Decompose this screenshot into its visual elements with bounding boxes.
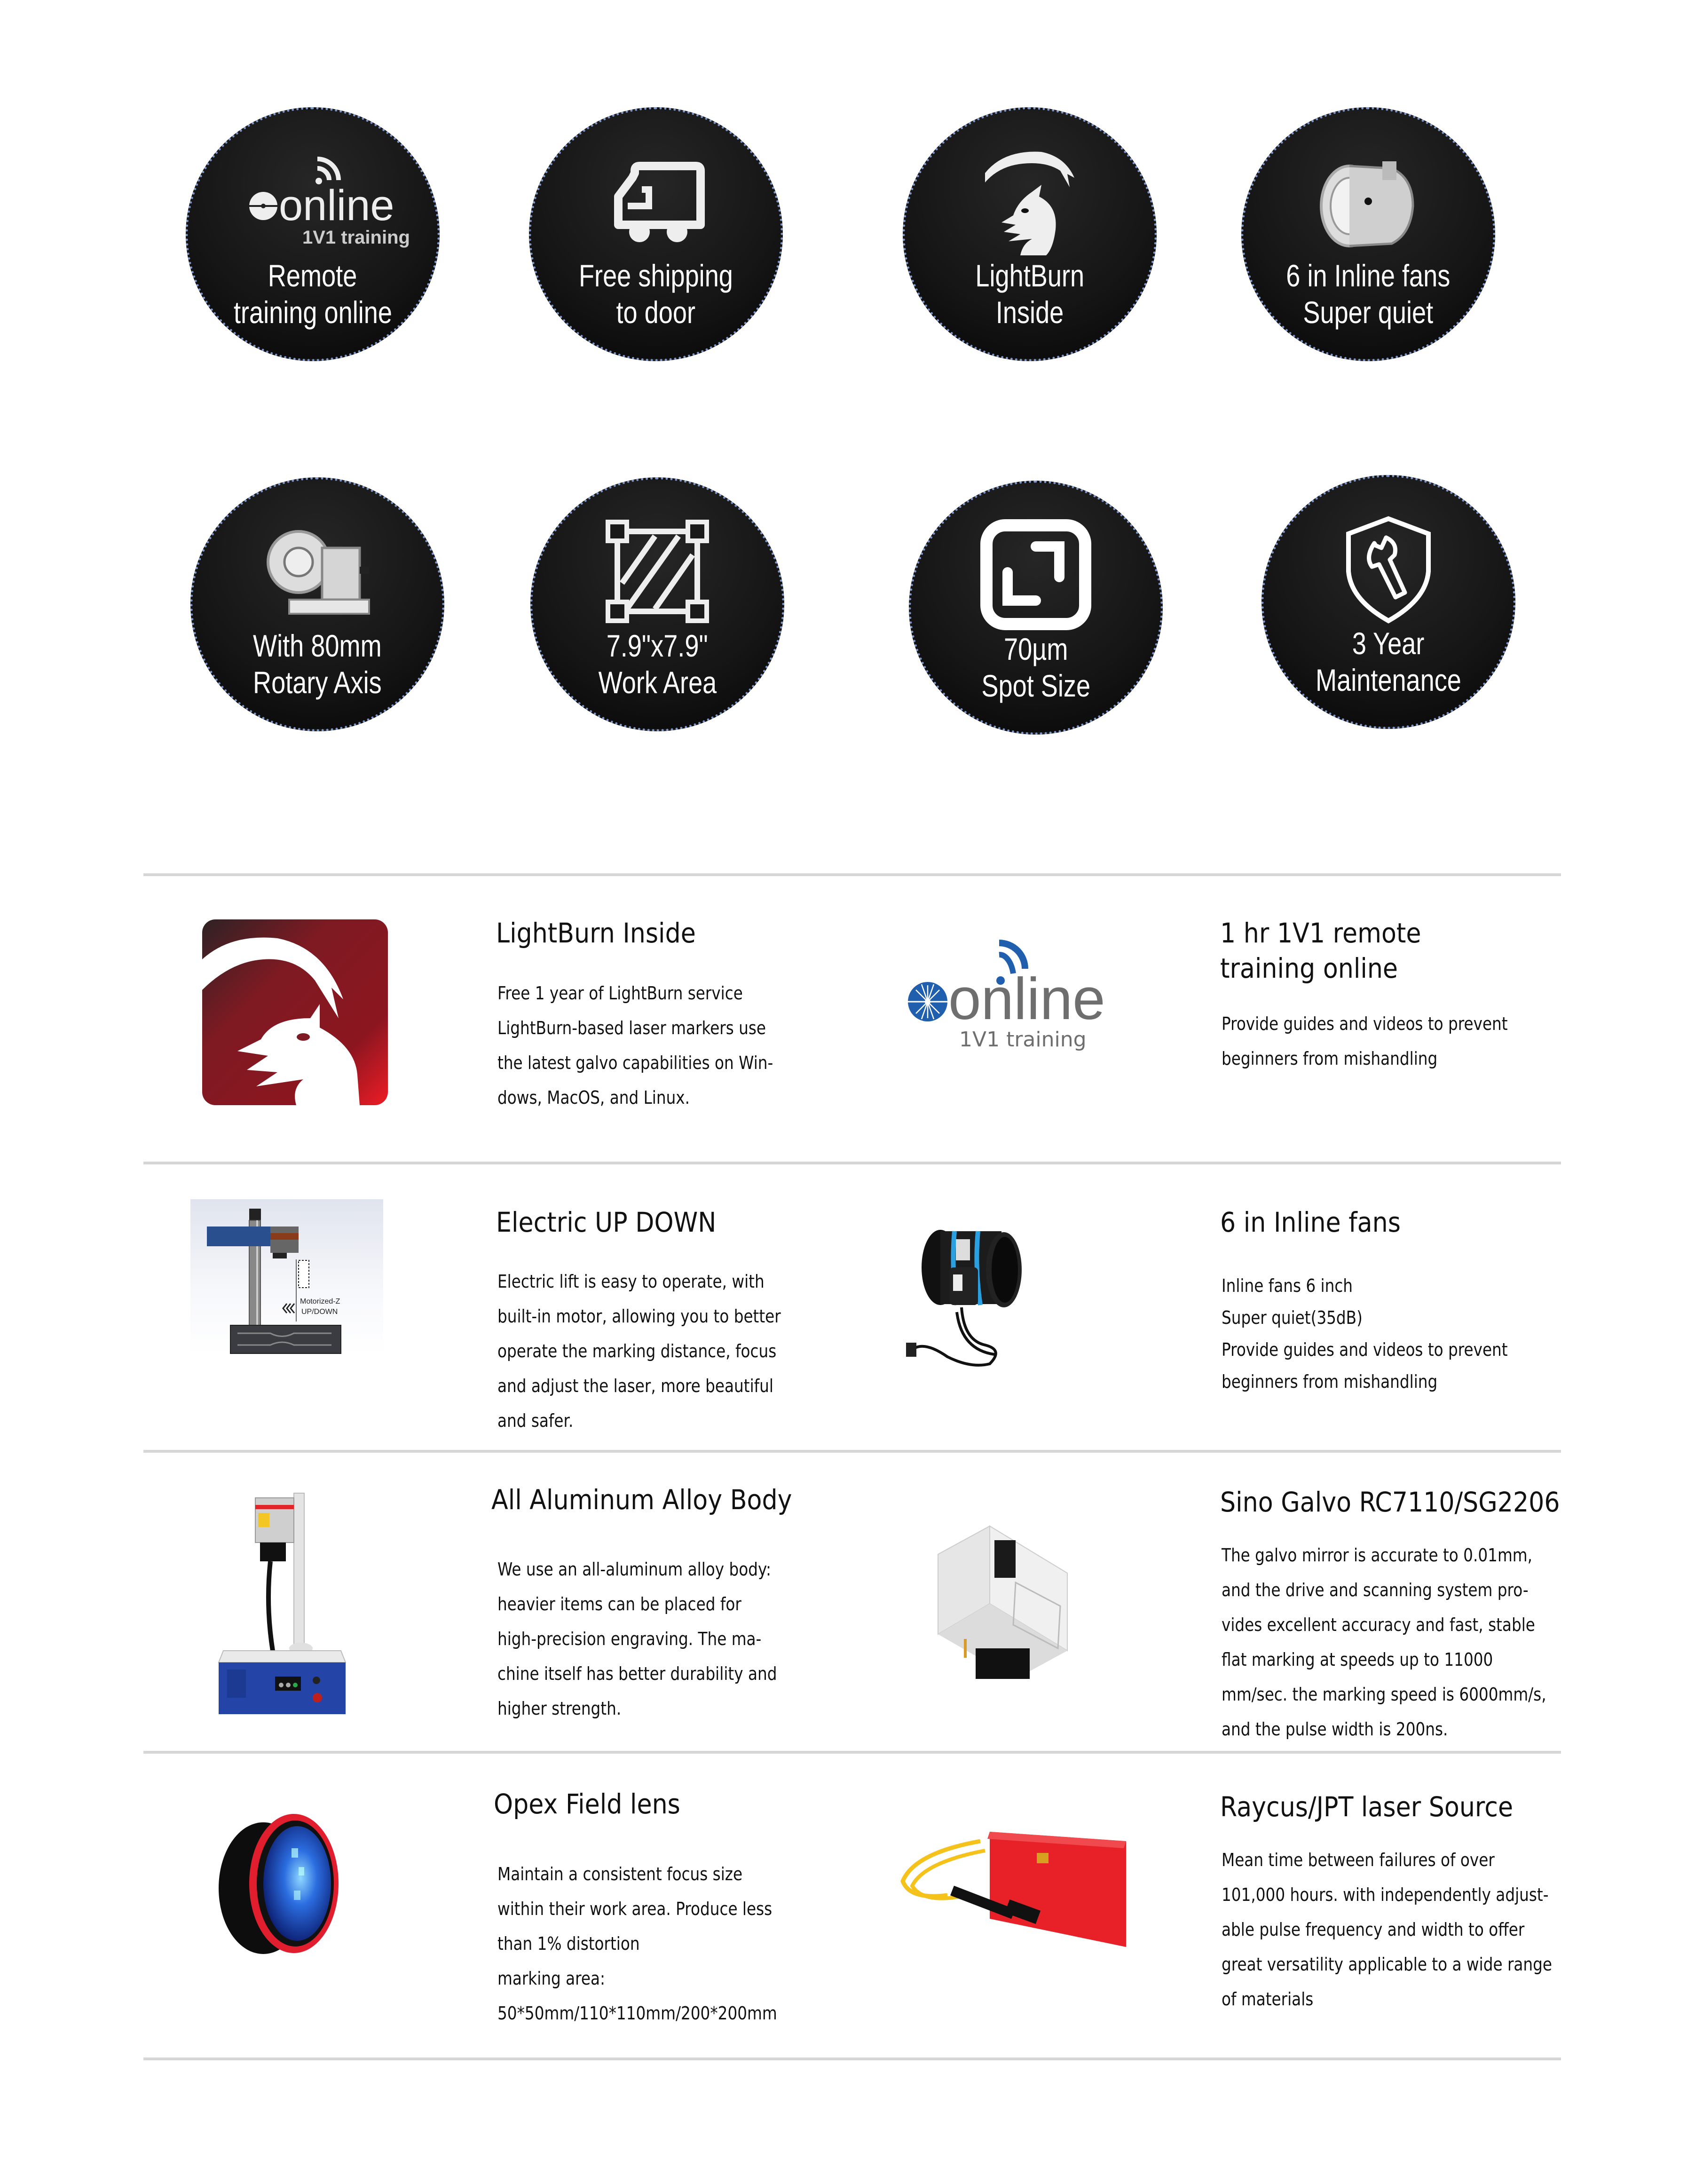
badge-work-area [530, 477, 784, 731]
aluminum-body-machine-image [205, 1488, 355, 1719]
delivery-truck-icon [599, 147, 712, 255]
spot-size-icon [979, 521, 1092, 629]
feature-line: than 1% distortion [497, 1933, 640, 1954]
badge-caption-line2: Rotary Axis [253, 665, 382, 700]
electric-updown-image [190, 1199, 383, 1354]
feature-line: of materials [1222, 1989, 1314, 2010]
online-logo-subtitle: 1V1 training [302, 227, 410, 248]
lightburn-dragon-icon [973, 147, 1086, 255]
feature-title-lens: Opex Field lens [494, 1788, 680, 1820]
badge-free-shipping [529, 107, 783, 361]
lightburn-logo-image [202, 919, 388, 1105]
rotary-axis-icon [261, 517, 374, 625]
feature-title-lightburn: LightBurn Inside [496, 917, 696, 949]
chevrons-left-icon [283, 1304, 294, 1313]
divider [143, 1450, 1561, 1453]
shield-wrench-icon [1332, 515, 1445, 623]
motorized-z-label: Motorized-Z [300, 1298, 340, 1306]
badge-caption-line1: 6 in Inline fans [1286, 258, 1451, 293]
badge-caption-line2: Spot Size [981, 668, 1090, 703]
feature-body-lens [497, 1857, 777, 2031]
badge-caption-line2: training online [233, 295, 392, 330]
feature-line: We use an all-aluminum alloy body: [497, 1559, 771, 1580]
online-logo-subtitle: 1V1 training [959, 1028, 1087, 1052]
badge-spot-size [909, 481, 1163, 735]
feature-line: Provide guides and videos to prevent [1222, 1013, 1508, 1034]
feature-body-galvo [1222, 1538, 1546, 1747]
feature-title-training-line2: training online [1220, 952, 1398, 984]
badge-caption-line1: 7.9"x7.9" [607, 628, 708, 663]
feature-line: Maintain a consistent focus size [497, 1864, 743, 1884]
feature-title-source: Raycus/JPT laser Source [1220, 1791, 1514, 1823]
feature-body-updown [497, 1264, 781, 1438]
online-logo-icon [256, 147, 410, 255]
badge-caption-line1: LightBurn [975, 258, 1084, 293]
divider [143, 2057, 1561, 2060]
feature-line: and safer. [497, 1410, 574, 1431]
inline-fan-icon [1312, 147, 1425, 255]
badge-caption-line2: Maintenance [1316, 663, 1461, 697]
badge-rotary-axis [190, 477, 444, 731]
feature-line: The galvo mirror is accurate to 0.01mm, [1222, 1545, 1533, 1566]
feature-line: 50*50mm/110*110mm/200*200mm [497, 2003, 777, 2024]
badge-caption-line1: With 80mm [253, 628, 382, 663]
feature-line: and the pulse width is 200ns. [1222, 1719, 1448, 1740]
feature-title-galvo: Sino Galvo RC7110/SG2206 [1220, 1486, 1560, 1518]
feature-line: Mean time between failures of over [1222, 1850, 1495, 1870]
online-logo-word: online [948, 966, 1105, 1032]
inline-fan-image [896, 1223, 1084, 1373]
feature-line: mm/sec. the marking speed is 6000mm/s, [1222, 1684, 1546, 1705]
divider [143, 873, 1561, 876]
feature-line: and adjust the laser, more beautiful [497, 1376, 773, 1396]
laser-source-image [896, 1825, 1140, 1947]
feature-line: beginners from mishandling [1222, 1371, 1438, 1392]
badge-maintenance [1261, 475, 1515, 729]
feature-line: Inline fans 6 inch [1222, 1275, 1353, 1296]
feature-body-aluminum [497, 1552, 777, 1726]
feature-body-training [1222, 1006, 1508, 1076]
feature-body-fans [1222, 1270, 1508, 1398]
feature-line: vides excellent accuracy and fast, stable [1222, 1614, 1535, 1635]
feature-body-lightburn [497, 976, 773, 1115]
feature-line: Provide guides and videos to prevent [1222, 1339, 1508, 1360]
feature-line: chine itself has better durability and [497, 1663, 777, 1684]
online-logo-word: online [279, 182, 394, 229]
feature-body-source [1222, 1843, 1552, 2017]
divider [143, 1751, 1561, 1754]
badge-caption-line2: Work Area [598, 665, 717, 700]
work-area-icon [601, 517, 714, 625]
badge-lightburn [903, 107, 1157, 361]
badge-caption-line2: Inside [995, 295, 1064, 330]
badge-remote-training [186, 107, 440, 361]
badge-caption-line1: 3 Year [1352, 626, 1425, 661]
feature-line: 101,000 hours. with independently adjust- [1222, 1884, 1549, 1905]
feature-line: Electric lift is easy to operate, with [497, 1271, 765, 1292]
feature-title-training-line1: 1 hr 1V1 remote [1220, 917, 1421, 949]
feature-line: great versatility applicable to a wide range [1222, 1954, 1552, 1975]
badge-caption-line1: Remote [268, 258, 357, 293]
badge-caption-line1: Free shipping [579, 258, 733, 293]
field-lens-image [212, 1808, 353, 1959]
feature-line: built-in motor, allowing you to better [497, 1306, 781, 1327]
feature-line: LightBurn-based laser markers use [497, 1018, 766, 1038]
feature-title-aluminum: All Aluminum Alloy Body [491, 1484, 792, 1516]
feature-line: and the drive and scanning system pro- [1222, 1580, 1529, 1600]
feature-line: heavier items can be placed for [497, 1594, 741, 1614]
badge-caption-line2: Super quiet [1303, 295, 1434, 330]
online-training-logo [905, 929, 1103, 1060]
feature-line: dows, MacOS, and Linux. [497, 1087, 690, 1108]
feature-line: the latest galvo capabilities on Win- [497, 1052, 773, 1073]
feature-title-fans: 6 in Inline fans [1220, 1206, 1401, 1238]
feature-line: high-precision engraving. The ma- [497, 1629, 762, 1649]
badge-caption-line1: 70µm [1003, 632, 1068, 666]
feature-line: Super quiet(35dB) [1222, 1307, 1363, 1328]
badge-caption-line2: to door [616, 295, 696, 330]
feature-line: flat marking at speeds up to 11000 [1222, 1649, 1493, 1670]
divider [143, 1162, 1561, 1164]
feature-line: marking area: [497, 1968, 606, 1989]
updown-label: UP/DOWN [301, 1308, 338, 1316]
feature-line: within their work area. Produce less [497, 1899, 773, 1919]
badge-inline-fans [1241, 107, 1495, 361]
feature-line: higher strength. [497, 1698, 622, 1719]
feature-line: Free 1 year of LightBurn service [497, 983, 743, 1004]
feature-line: beginners from mishandling [1222, 1048, 1438, 1069]
feature-title-updown: Electric UP DOWN [496, 1206, 717, 1238]
feature-line: operate the marking distance, focus [497, 1341, 777, 1361]
feature-line: able pulse frequency and width to offer [1222, 1919, 1525, 1940]
galvo-head-image [936, 1517, 1067, 1679]
